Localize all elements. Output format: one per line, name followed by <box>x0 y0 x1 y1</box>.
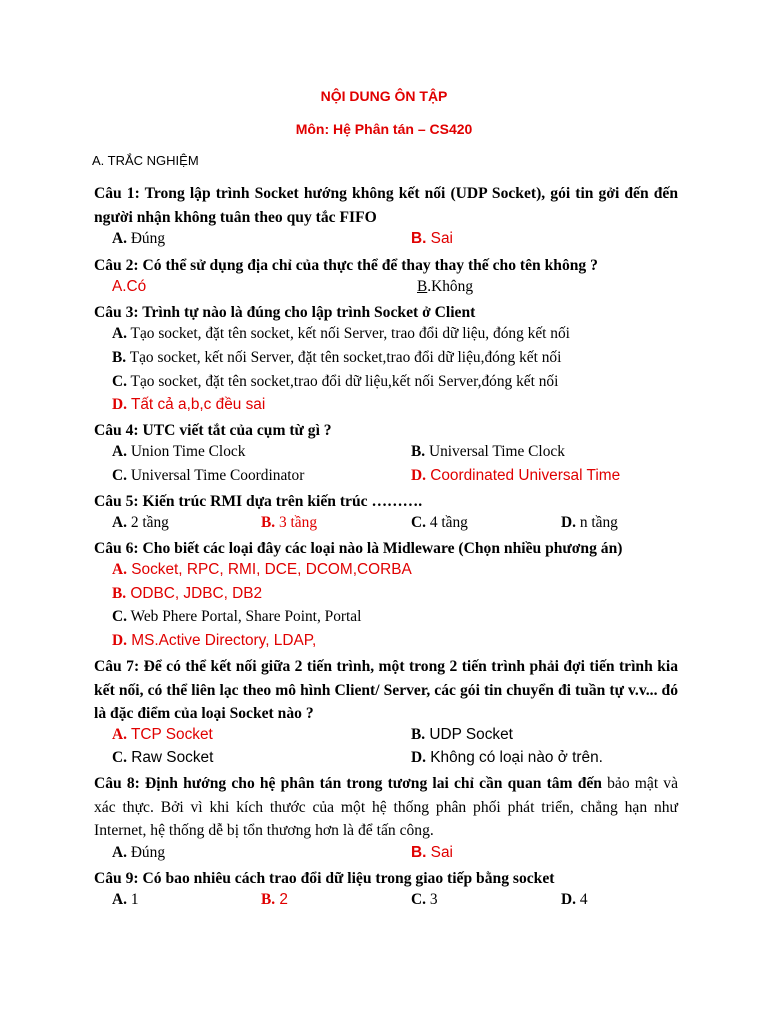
q7-option-c: C. Raw Socket <box>112 749 214 766</box>
question-1: Câu 1: Trong lập trình Socket hướng không kết nối (UDP Socket), gói tin gởi đến đến người nhận không tuân theo quy tắc FIFO <box>94 185 678 226</box>
q2-option-a-answer: A.Có <box>112 278 147 295</box>
question-8: Câu 8: Định hướng cho hệ phân tán trong tương lai chỉ cần quan tâm đến bảo mật và xác thực. Bởi vì khi kích thước của một hệ thống phân phối phát triển, chẳng hạn như Internet, hệ thống dễ bị tổn thương hơn là để tấn công. <box>94 775 679 839</box>
q9-option-c: C. 3 <box>411 891 438 908</box>
question-3: Câu 3: Trình tự nào là đúng cho lập trình Socket ở Client <box>94 304 476 321</box>
q4-option-b: B. Universal Time Clock <box>411 443 565 460</box>
q3-option-d-answer: D. Tất cả a,b,c đều sai <box>112 396 266 413</box>
q3-option-b: B. Tạo socket, kết nối Server, đặt tên socket,trao đổi dữ liệu,đóng kết nối <box>112 349 562 366</box>
q2-option-b: B.Không <box>417 278 474 295</box>
q3-option-a: A. Tạo socket, đặt tên socket, kết nối Server, trao đổi dữ liệu, đóng kết nối <box>112 325 570 342</box>
q6-option-c: C. Web Phere Portal, Share Point, Portal <box>112 608 362 625</box>
q3-option-c: C. Tạo socket, đặt tên socket,trao đổi dữ liệu,kết nối Server,đóng kết nối <box>112 373 559 390</box>
q7-option-a-answer: A. TCP Socket <box>112 726 213 743</box>
q6-option-d-answer: D. MS.Active Directory, LDAP, <box>112 632 317 649</box>
question-5: Câu 5: Kiến trúc RMI dựa trên kiến trúc ………. <box>94 493 423 510</box>
q4-option-d-answer: D. Coordinated Universal Time <box>411 467 621 484</box>
q7-option-d: D. Không có loại nào ở trên. <box>411 749 603 766</box>
section-heading: A. TRẮC NGHIỆM <box>92 153 199 168</box>
q9-option-b-answer: B. 2 <box>261 891 288 908</box>
q7-option-b: B. UDP Socket <box>411 726 513 743</box>
q8-option-a: A. Đúng <box>112 844 166 861</box>
question-4: Câu 4: UTC viết tắt của cụm từ gì ? <box>94 422 332 439</box>
q6-option-b-answer: B. ODBC, JDBC, DB2 <box>112 585 263 602</box>
q5-option-a: A. 2 tầng <box>112 514 169 531</box>
question-2: Câu 2: Có thể sử dụng địa chỉ của thực thể để thay thay thế cho tên không ? <box>94 257 598 274</box>
q9-option-a: A. 1 <box>112 891 139 908</box>
question-7: Câu 7: Để có thể kết nối giữa 2 tiến trình, một trong 2 tiến trình phải đợi tiến trình kia kết nối, có thể liên lạc theo mô hình Client/ Server, các gói tin chuyển đi tuần tự v.v... đó là đặc điểm của loại Socket nào ? <box>94 658 678 722</box>
q4-option-a: A. Union Time Clock <box>112 443 246 460</box>
q6-option-a-answer: A. Socket, RPC, RMI, DCE, DCOM,CORBA <box>112 561 412 578</box>
q8-option-b-answer: B. Sai <box>411 844 453 861</box>
q1-option-a: A. Đúng <box>112 230 166 247</box>
q9-option-d: D. 4 <box>561 891 588 908</box>
q5-option-d: D. n tầng <box>561 514 618 531</box>
q4-option-c: C. Universal Time Coordinator <box>112 467 305 484</box>
question-9: Câu 9: Có bao nhiêu cách trao đổi dữ liệu trong giao tiếp bằng socket <box>94 870 555 887</box>
q5-option-b-answer: B. 3 tầng <box>261 514 318 531</box>
document-title: NỘI DUNG ÔN TẬP <box>320 88 448 104</box>
q5-option-c: C. 4 tầng <box>411 514 468 531</box>
question-6: Câu 6: Cho biết các loại đây các loại nào là Midleware (Chọn nhiều phương án) <box>94 540 623 557</box>
q1-option-b-answer: B. Sai <box>411 230 453 247</box>
document-subtitle: Môn: Hệ Phân tán – CS420 <box>295 121 473 137</box>
